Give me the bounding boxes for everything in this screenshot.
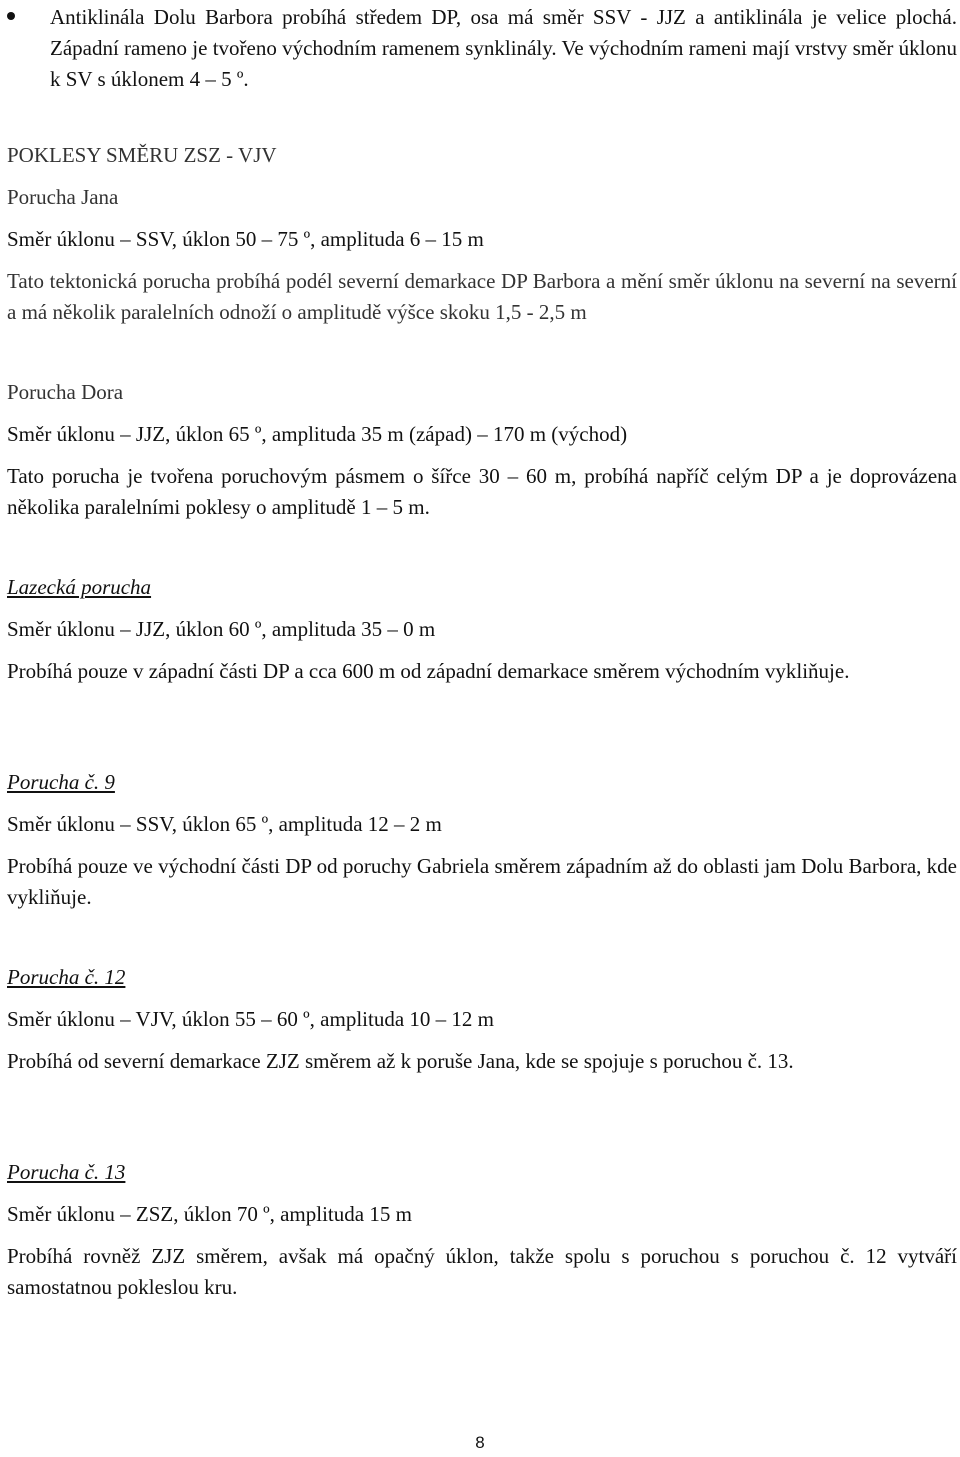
- bullet-icon: [7, 12, 15, 20]
- fault-heading-13: [7, 1157, 957, 1188]
- fault-description-jana: Tato tektonická porucha probíhá podél severní demarkace DP Barbora a mění směr úklonu na severní na severní a má několik paralelních odnoží o amplitudě výšce skoku 1,5 - 2,5 m: [7, 269, 957, 324]
- fault-heading-13-text: Porucha č. 13: [7, 1160, 126, 1184]
- intro-paragraph: Antiklinála Dolu Barbora probíhá středem DP, osa má směr SSV - JJZ a antiklinála je velice plochá. Západní rameno je tvořeno východním ramenem synklinály. Ve východním rameni mají vrstvy směr úklonu k SV s úklonem 4 – 5 º.: [50, 5, 957, 91]
- fault-description-13: Probíhá rovněž ZJZ směrem, avšak má opačný úklon, takže spolu s poruchou s poruchou č. 12 vytváří samostatnou pokleslou kru.: [7, 1244, 957, 1299]
- fault-heading-12-text: Porucha č. 12: [7, 965, 126, 989]
- fault-heading-12: [7, 962, 957, 993]
- fault-params-9: Směr úklonu – SSV, úklon 65 º, amplituda 12 – 2 m: [7, 812, 442, 836]
- fault-params-12: Směr úklonu – VJV, úklon 55 – 60 º, amplituda 10 – 12 m: [7, 1007, 494, 1031]
- fault-params-lazecka: Směr úklonu – JJZ, úklon 60 º, amplituda 35 – 0 m: [7, 617, 436, 641]
- page-number: 8: [475, 1433, 485, 1452]
- fault-params-dora: Směr úklonu – JJZ, úklon 65 º, amplituda 35 m (západ) – 170 m (východ): [7, 422, 628, 446]
- fault-heading-lazecka: [7, 572, 957, 603]
- fault-description-12: Probíhá od severní demarkace ZJZ směrem až k poruše Jana, kde se spojuje s poruchou č. 13.: [7, 1049, 794, 1073]
- fault-heading-9-text: Porucha č. 9: [7, 770, 115, 794]
- fault-params-13: Směr úklonu – ZSZ, úklon 70 º, amplituda 15 m: [7, 1202, 412, 1226]
- fault-description-9: Probíhá pouze ve východní části DP od poruchy Gabriela směrem západním až do oblasti jam Dolu Barbora, kde vykliňuje.: [7, 854, 957, 909]
- fault-heading-jana: Porucha Jana: [7, 185, 119, 209]
- section-heading: POKLESY SMĚRU ZSZ - VJV: [7, 143, 277, 167]
- fault-description-lazecka: Probíhá pouze v západní části DP a cca 600 m od západní demarkace směrem východním vykliňuje.: [7, 659, 850, 683]
- fault-heading-lazecka-text: Lazecká porucha: [7, 575, 152, 599]
- fault-description-dora: Tato porucha je tvořena poruchovým pásmem o šířce 30 – 60 m, probíhá napříč celým DP a je doprovázena několika paralelními poklesy o amplitudě 1 – 5 m.: [7, 464, 957, 519]
- fault-heading-dora: Porucha Dora: [7, 380, 124, 404]
- fault-heading-9: [7, 767, 957, 798]
- fault-params-jana: Směr úklonu – SSV, úklon 50 – 75 º, amplituda 6 – 15 m: [7, 227, 484, 251]
